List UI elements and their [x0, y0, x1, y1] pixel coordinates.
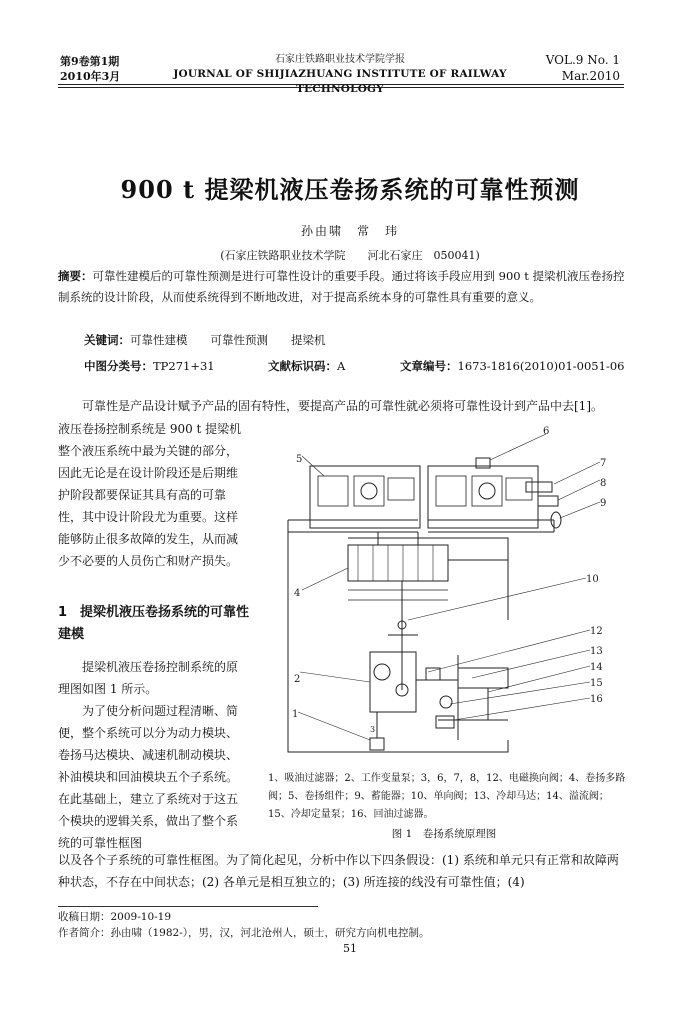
abstract: [58, 266, 630, 308]
date-en: Mar.2010: [561, 69, 620, 83]
doc-code-label: 文献标识码：: [268, 359, 337, 373]
label-2: 2: [294, 674, 301, 685]
return-filter-16: [436, 716, 454, 728]
vol-en: VOL.9 No. 1: [545, 53, 620, 67]
affiliation: (石家庄铁路职业技术学院 河北石家庄 050041): [220, 249, 480, 262]
received-date: 收稿日期：2009-10-19: [58, 911, 172, 923]
header-center: [150, 52, 530, 97]
article-no-label: 文章编号：: [400, 359, 458, 373]
header-right: [546, 52, 620, 84]
vol-issue-cn: 第9卷第1期: [60, 55, 120, 68]
winch-assembly-left: [310, 466, 420, 528]
paragraph-2: 为了使分析问题过程清晰、简便，整个系统可以分为动力模块、卷扬马达模块、减速机制动模块、补油模块和回油模块五个子系统。在此基础上，建立了系统对于这五个模块的逻辑关系，做出了整个系统的可靠性框图: [58, 704, 239, 850]
intro-paragraph: 可靠性是产品设计赋予产品的固有特性，要提高产品的可靠性就必须将可靠性设计到产品中去[1]。: [82, 399, 604, 413]
header-rule-thin: [58, 87, 624, 88]
label-10: 10: [586, 574, 599, 585]
intro-continued: [58, 418, 248, 572]
doc-code-value: A: [337, 359, 346, 373]
valve-7: [526, 482, 552, 492]
label-8: 8: [600, 478, 607, 489]
cooling-pump-15: [440, 696, 452, 708]
figure-title: 图 1 卷扬系统原理图: [391, 828, 497, 840]
clc-label: 中图分类号：: [84, 359, 153, 373]
intro-continued-text: 液压卷扬控制系统是 900 t 提梁机整个液压系统中最为关键的部分，因此无论是在设计阶段还是后期维护阶段都要保证其具有高的可靠性，其中设计阶段尤为重要。这样能够防止很多故障的发生，从而减少不必要的人员伤亡和财产损失。: [58, 422, 242, 568]
footnote: [58, 909, 430, 941]
paragraph-1: 提梁机液压卷扬控制系统的原理图如图 1 所示。: [58, 660, 239, 696]
keywords-label: 关键词：: [84, 333, 130, 347]
label-15: 15: [590, 678, 603, 689]
header-rule: [58, 84, 624, 85]
label-9: 9: [600, 498, 607, 509]
label-1: 1: [292, 709, 299, 720]
valve-8: [538, 496, 558, 506]
label-16: 16: [590, 694, 603, 705]
footnote-rule: [58, 906, 318, 907]
clc-value: TP271+31: [153, 359, 215, 373]
authors: 孙由啸 常 玮: [300, 224, 399, 238]
keywords: [84, 332, 326, 348]
page-number: 51: [343, 942, 357, 955]
label-13: 13: [590, 646, 603, 657]
label-4: 4: [294, 588, 301, 599]
paper-title: 900 t 提梁机液压卷扬系统的可靠性预测: [120, 175, 580, 204]
abstract-label: 摘要：: [58, 269, 93, 283]
label-7: 7: [600, 458, 607, 469]
label-6: 6: [543, 426, 550, 437]
label-3: 3: [370, 725, 376, 734]
author-bio: 作者简介：孙由啸（1982-），男，汉，河北沧州人，硕士，研究方向机电控制。: [58, 927, 430, 939]
paragraph-2-continued: 以及各个子系统的可靠性框图。为了简化起见，分析中作以下四条假设：(1) 系统和单元只有正常和故障两种状态，不存在中间状态；(2) 各单元是相互独立的；(3) 所连接的线没有可靠性值；(4): [58, 853, 619, 889]
header-left: [60, 54, 120, 84]
article-no-value: 1673-1816(2010)01-0051-06: [457, 359, 625, 373]
label-14: 14: [590, 662, 603, 673]
valve-12: [426, 668, 440, 680]
journal-name-en: JOURNAL OF SHIJIAZHUANG INSTITUTE OF RAILWAY TECHNOLOGY: [173, 68, 507, 95]
date-cn: 2010年3月: [60, 70, 121, 83]
section-1-body: [58, 656, 248, 854]
variable-pump-2: [370, 652, 416, 712]
label-5: 5: [296, 454, 303, 465]
journal-name-cn: 石家庄铁路职业技术学院学报: [275, 54, 405, 65]
section-1-heading: 1 提梁机液压卷扬系统的可靠性建模: [58, 605, 250, 642]
figure-legend: 1、吸油过滤器；2、工作变量泵；3，6，7，8，12、电磁换向阀；4、卷扬多路阀；5、卷扬组件；9、蓄能器；10、单向阀；13、冷却马达；14、溢流阀；15、冷却定量泵；16、回油过滤器。: [268, 773, 626, 820]
label-12: 12: [590, 626, 603, 637]
abstract-text: 可靠性建模后的可靠性预测是进行可靠性设计的重要手段。通过将该手段应用到 900 t 提梁机液压卷扬控制系统的设计阶段，从而使系统得到不断地改进，对于提高系统本身的可靠性具有重要的意义。: [58, 269, 625, 304]
hydraulic-schematic-figure: [258, 420, 630, 765]
suction-filter-1: [370, 738, 384, 750]
winch-assembly-right: [428, 466, 538, 528]
keywords-text: 可靠性建模 可靠性预测 提梁机: [130, 333, 326, 347]
